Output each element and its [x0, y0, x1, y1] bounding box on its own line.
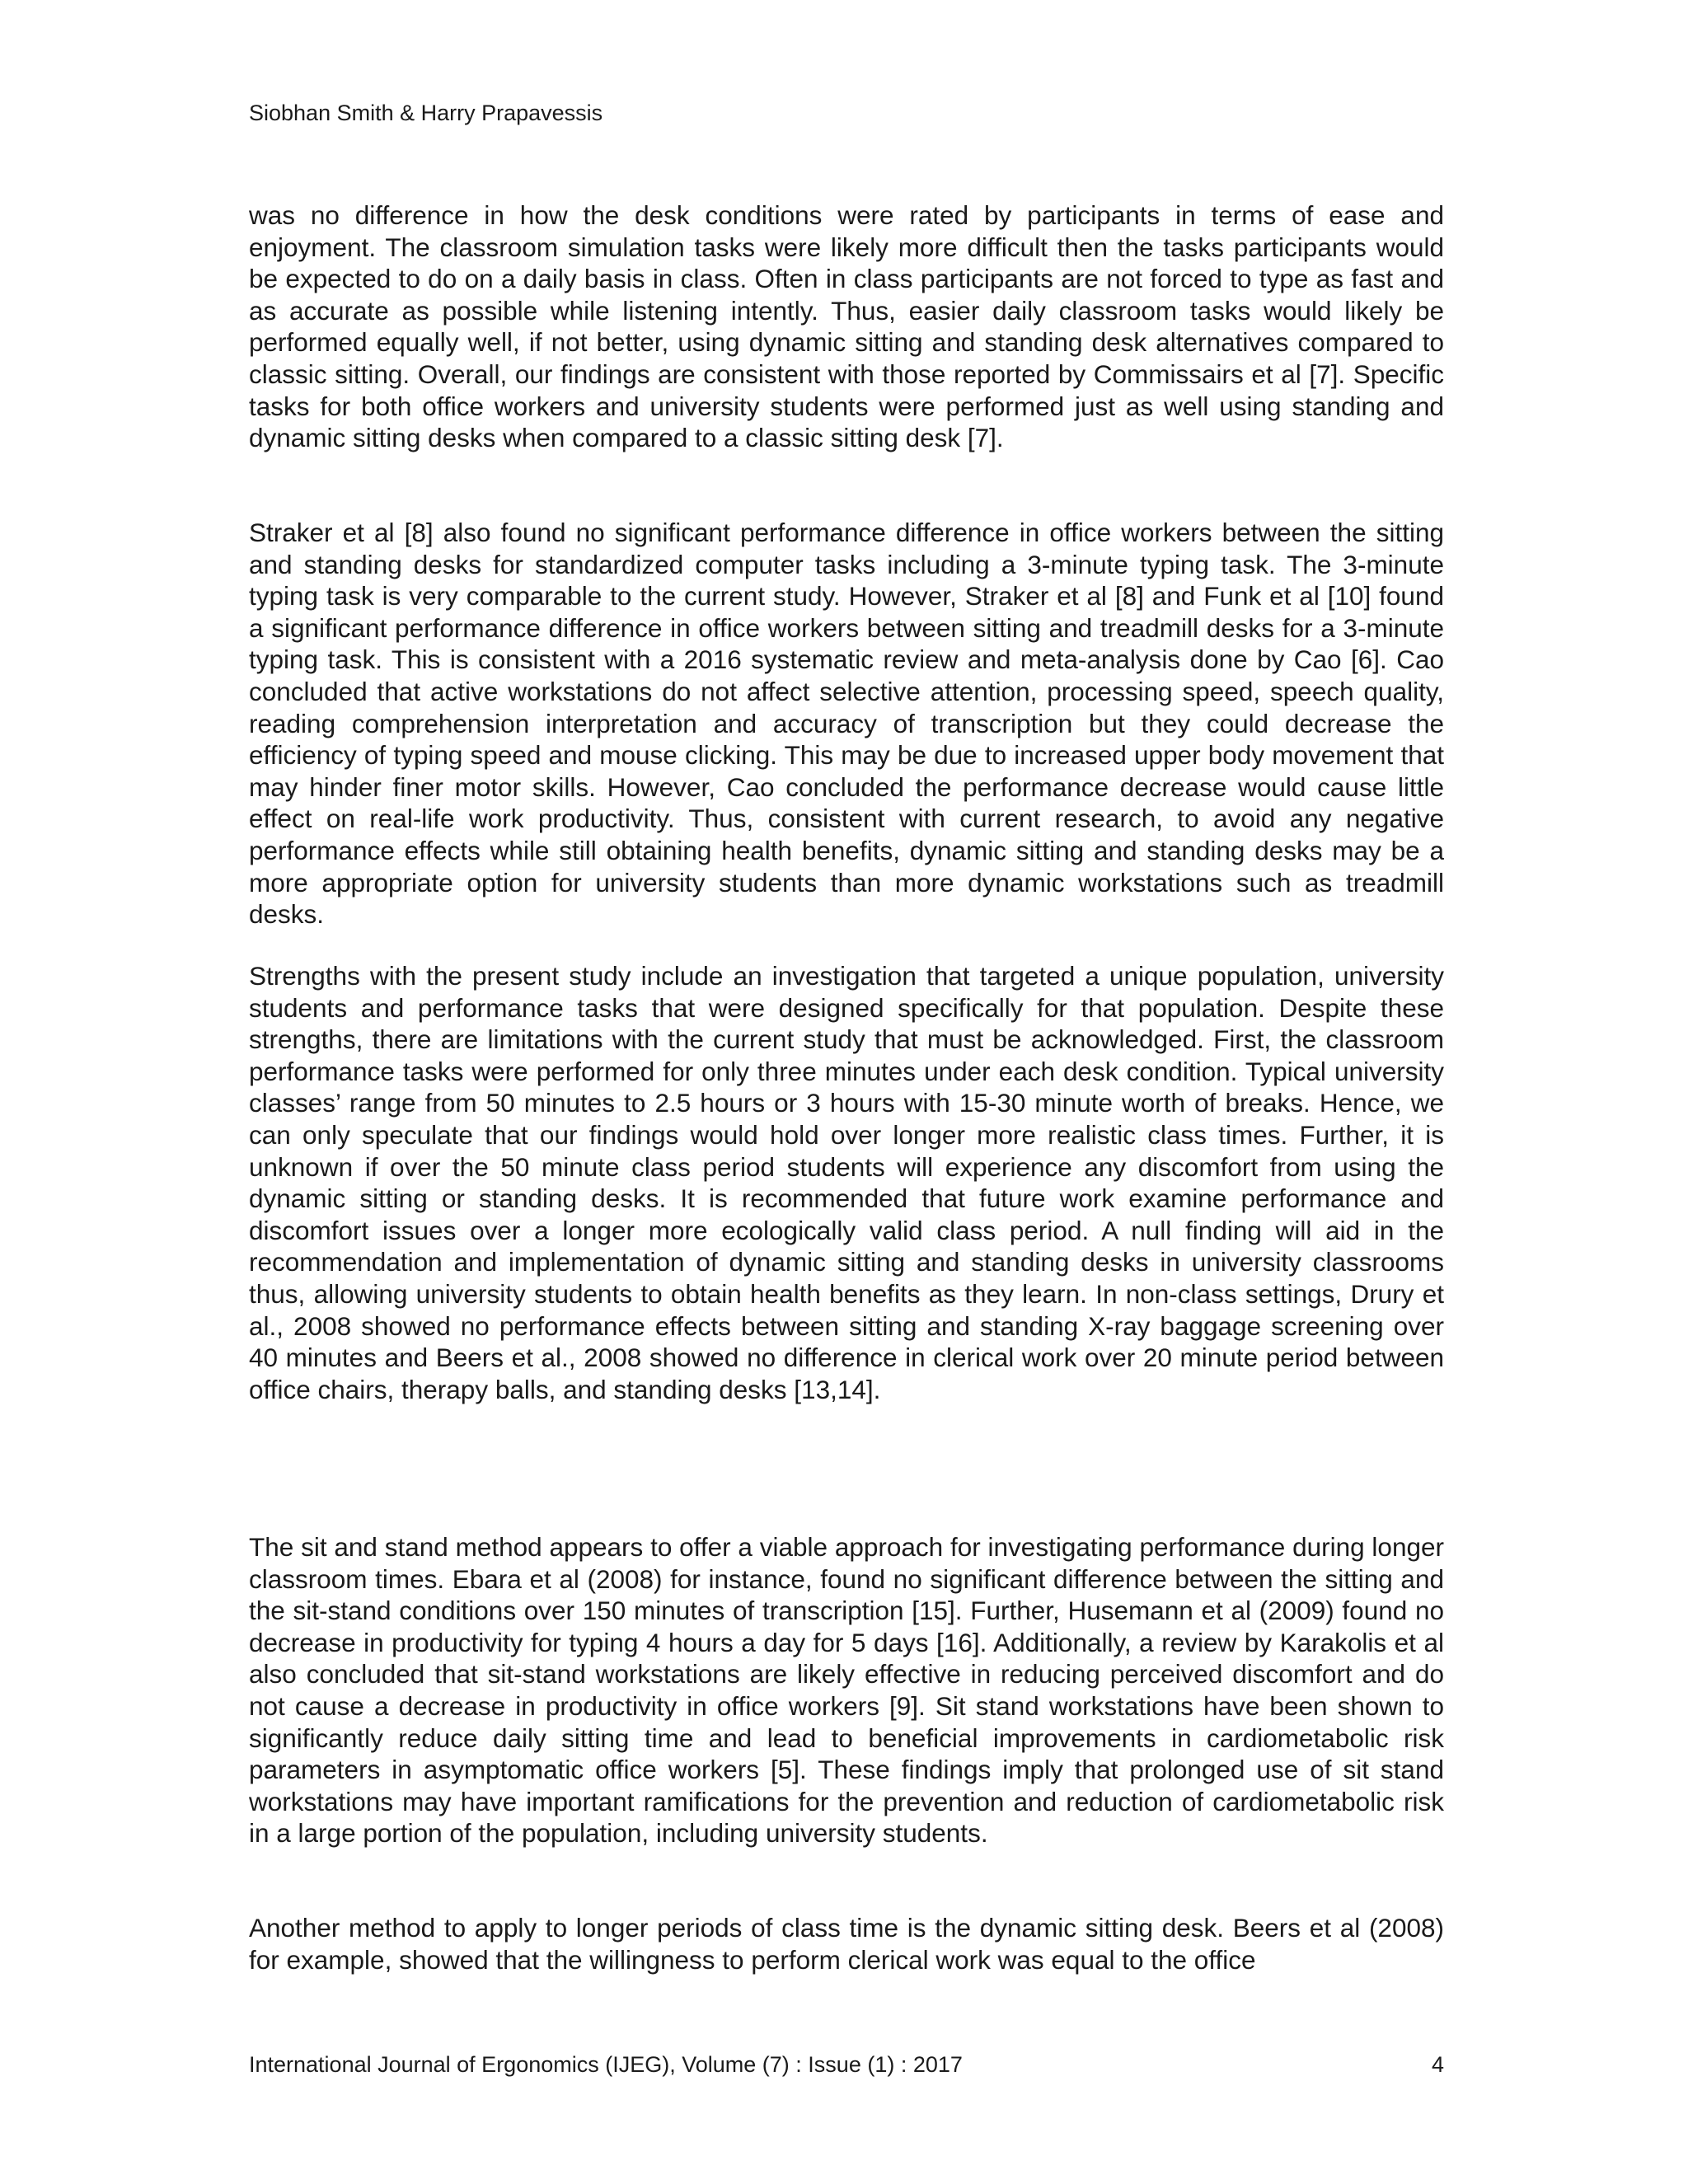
paragraph-dynamic-sitting-desk: Another method to apply to longer periods of class time is the dynamic sitting desk. Beers et al (2008) for example, showed that the willingness to perform clerical work was equal to the office — [249, 1913, 1444, 1975]
page-number: 4 — [1431, 2052, 1444, 2077]
running-head-authors: Siobhan Smith & Harry Prapavessis — [249, 101, 603, 125]
footer-journal-citation: International Journal of Ergonomics (IJEG), Volume (7) : Issue (1) : 2017 — [249, 2052, 963, 2077]
paragraph-straker-findings: Straker et al [8] also found no significant performance difference in office workers between the sitting and standing desks for standardized computer tasks including a 3-minute typing task. The 3-minute typing task is very comparable to the current study. However, Straker et al [8] and Funk et al [10] found a significant performance difference in office workers between sitting and treadmill desks for a 3-minute typing task. This is consistent with a 2016 systematic review and meta-analysis done by Cao [6]. Cao concluded that active workstations do not affect selective attention, processing speed, speech quality, reading comprehension interpretation and accuracy of transcription but they could decrease the efficiency of typing speed and mouse clicking. This may be due to increased upper body movement that may hinder finer motor skills. However, Cao concluded the performance decrease would cause little effect on real-life work productivity. Thus, consistent with current research, to avoid any negative performance effects while still obtaining health benefits, dynamic sitting and standing desks may be a more appropriate option for university students than more dynamic workstations such as treadmill desks. — [249, 518, 1444, 930]
paragraph-strengths-limitations: Strengths with the present study include an investigation that targeted a unique population, university students and performance tasks that were designed specifically for that population. Despite these strengths, there are limitations with the current study that must be acknowledged. First, the classroom performance tasks were performed for only three minutes under each desk condition. Typical university classes’ range from 50 minutes to 2.5 hours or 3 hours with 15-30 minute worth of breaks. Hence, we can only speculate that our findings would hold over longer more realistic class times. Further, it is unknown if over the 50 minute class period students will experience any discomfort from using the dynamic sitting or standing desks. It is recommended that future work examine performance and discomfort issues over a longer more ecologically valid class period. A null finding will aid in the recommendation and implementation of dynamic sitting and standing desks in university classrooms thus, allowing university students to obtain health benefits as they learn. In non-class settings, Drury et al., 2008 showed no performance effects between sitting and standing X-ray baggage screening over 40 minutes and Beers et al., 2008 showed no difference in clerical work over 20 minute period between office chairs, therapy balls, and standing desks [13,14]. — [249, 961, 1444, 1404]
paragraph-sit-stand-method: The sit and stand method appears to offer a viable approach for investigating performance during longer classroom times. Ebara et al (2008) for instance, found no significant difference between the sitting and the sit-stand conditions over 150 minutes of transcription [15]. Further, Husemann et al (2009) found no decrease in productivity for typing 4 hours a day for 5 days [16]. Additionally, a review by Karakolis et al also concluded that sit-stand workstations are likely effective in reducing perceived discomfort and do not cause a decrease in productivity in office workers [9]. Sit stand workstations have been shown to significantly reduce daily sitting time and lead to beneficial improvements in cardiometabolic risk parameters in asymptomatic office workers [5]. These findings imply that prolonged use of sit stand workstations may have important ramifications for the prevention and reduction of cardiometabolic risk in a large portion of the population, including university students. — [249, 1532, 1444, 1849]
paragraph-desk-ratings: was no difference in how the desk conditions were rated by participants in terms of ease and enjoyment. The classroom simulation tasks were likely more difficult then the tasks participants would be expected to do on a daily basis in class. Often in class participants are not forced to type as fast and as accurate as possible while listening intently. Thus, easier daily classroom tasks would likely be performed equally well, if not better, using dynamic sitting and standing desk alternatives compared to classic sitting. Overall, our findings are consistent with those reported by Commissairs et al [7]. Specific tasks for both office workers and university students were performed just as well using standing and dynamic sitting desks when compared to a classic sitting desk [7]. — [249, 200, 1444, 453]
